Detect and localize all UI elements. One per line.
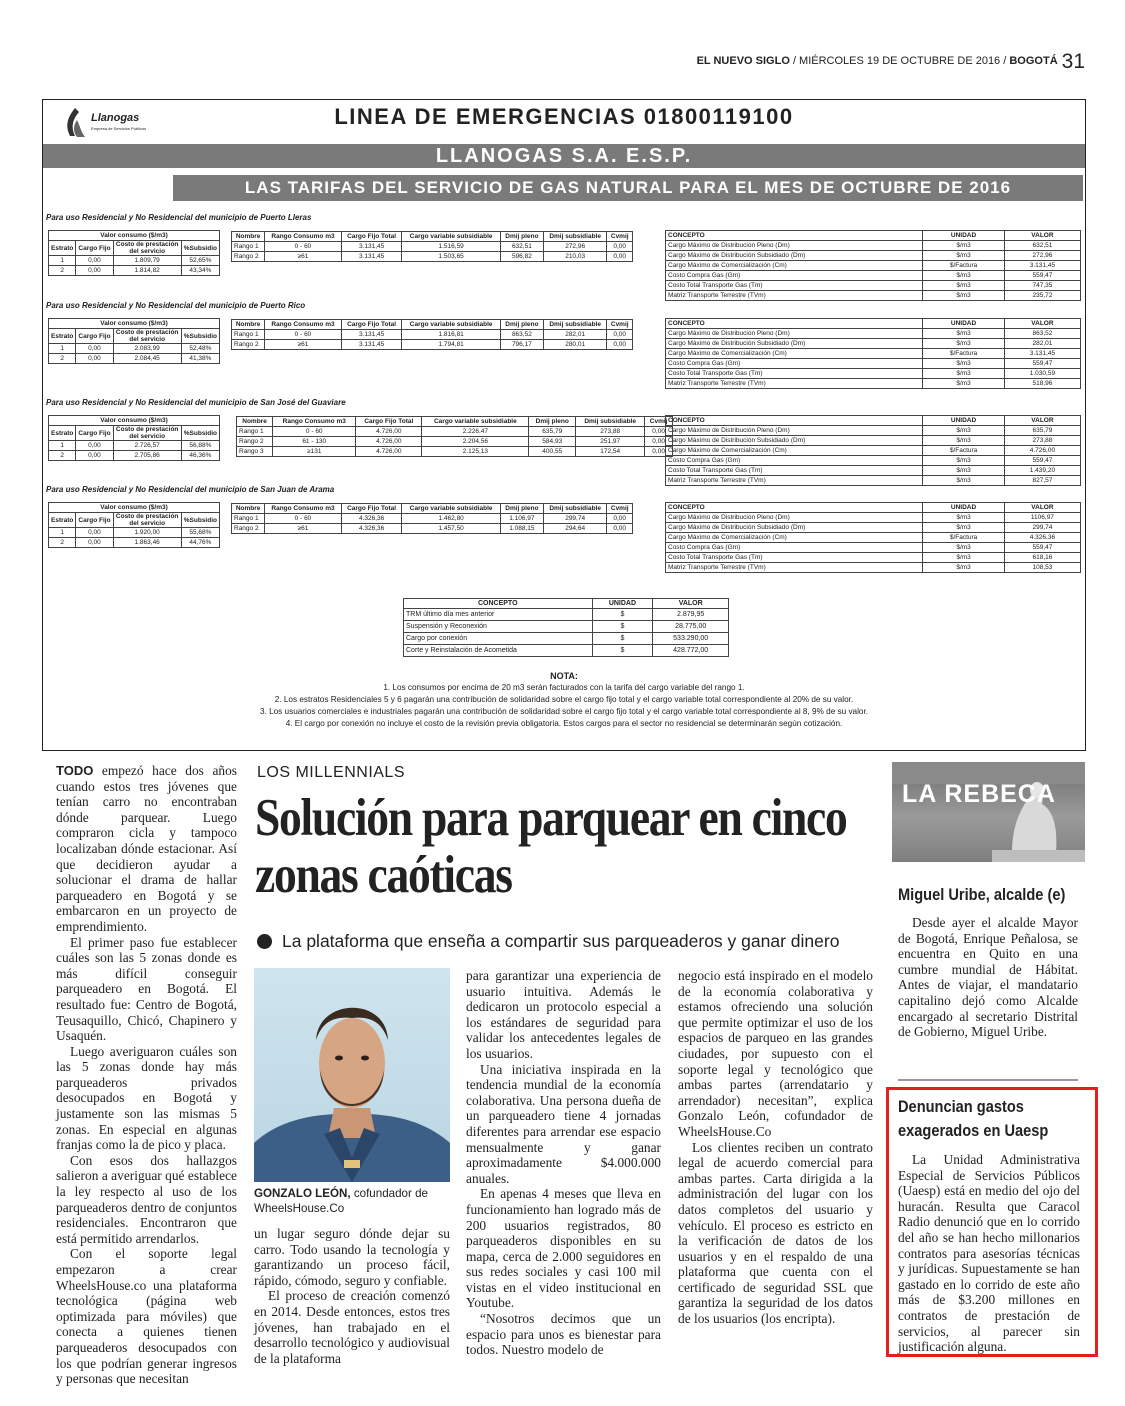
statue-icon — [892, 762, 1085, 862]
table-row: Matriz Transporte Terrestre (TVm) $/m3 827,57 — [666, 476, 1081, 486]
table-row: Rango 2 ≥61 3.131,45 1.503,65 596,82 210,03 0,00 — [232, 252, 633, 262]
paragraph: Con esos dos hallazgos salieron a averiguar qué establece la ley respecto al uso de los parqueaderos dentro de conjuntos residenciales. Encontraron que está permitido arrendarlos. — [56, 1152, 237, 1246]
la-rebeca-image — [892, 762, 1085, 862]
table-row: Rango 2 ≥61 4.326,36 1.457,50 1.088,15 294,64 0,00 — [232, 524, 633, 534]
table-row: Costo Compra Gas (Gm) $/m3 559,47 — [666, 271, 1081, 281]
table-row: 2 0,00 1.863,46 44,76% — [49, 538, 220, 548]
note-3: 3. Los usuarios comerciales e industriales pagarán una contribución de solidaridad sobre el cargo fijo total y el cargo variable total correspondiente al 8, 9% de su valor. — [259, 707, 869, 716]
table-row: Costo Total Transporte Gas (Tm) $/m3 1.439,20 — [666, 466, 1081, 476]
photo-caption: GONZALO LEÓN, cofundador de WheelsHouse.Co — [254, 1187, 428, 1215]
page-section: BOGOTÁ — [1009, 55, 1058, 67]
lead-word: TODO — [56, 763, 94, 778]
page-header — [690, 50, 1085, 72]
table-row: Cargo por conexión $ 533.290,00 — [404, 633, 729, 645]
table-row: Suspensión y Reconexión $ 28.775,00 — [404, 621, 729, 633]
consumption-table: Valor consumo ($/m3) Estrato Cargo Fijo Costo de prestación del servicio %Subsidio 1 0,00 1.920,00 55,68% 2 0,00 1.863,46 44,76% — [48, 502, 220, 548]
table-row: TRM último día mes anterior $ 2.879,95 — [404, 609, 729, 621]
table-row: Rango 2 ≥61 3.131,45 1.794,81 796,17 280,01 0,00 — [232, 340, 633, 350]
municipality-label: Para uso Residencial y No Residencial del municipio de San Juan de Arama — [46, 485, 335, 494]
paragraph: Luego averiguaron cuáles son las 5 zonas donde hay más parqueaderos privados desocupados en Bogotá y justamente son las mismas 5 zonas. En especial en algunas franjas como la de pico y placa. — [56, 1043, 237, 1153]
consumption-table: Valor consumo ($/m3) Estrato Cargo Fijo Costo de prestación del servicio %Subsidio 1 0,00 1.809,79 52,65% 2 0,00 1.814,82 43,34% — [48, 230, 220, 276]
llanogas-advertisement — [42, 99, 1086, 751]
range-table: Nombre Rango Consumo m3 Cargo Fijo Total Cargo variable subsidiable Dmij pleno Dmij subsidiable Cvmij Rango 1 0 - 60 4.726,00 2.226,47 635,79 273,88 0,00 Rango 2 61 - 130 4.726,00 2.204,56 584,93 251,97 0,00 Rango 3 ≥131 4.726,00 2.125,13 400,55 172,54 0,00 — [236, 416, 673, 457]
table-row: Costo Total Transporte Gas (Tm) $/m3 1.030,59 — [666, 369, 1081, 379]
paragraph: El proceso de creación comenzó en 2014. Desde entonces, estos tres jóvenes, han trabajado en el desarrollo tecnológico y audiovisual de la plataforma — [254, 1288, 450, 1366]
paragraph: El primer paso fue establecer cuáles son las 5 zonas donde es más difícil conseguir parqueadero en Bogotá. El resultado fue: Centro de Bogotá, Teusaquillo, Chicó, Chapinero y Usaquén. — [56, 934, 237, 1044]
note-2: 2. Los estratos Residenciales 5 y 6 pagarán una contribución de solidaridad sobre el cargo fijo total y el cargo variable total correspondiente al 20% de su valor. — [274, 695, 854, 704]
table-row: Costo Compra Gas (Gm) $/m3 559,47 — [666, 543, 1081, 553]
table-row: Costo Total Transporte Gas (Tm) $/m3 618,16 — [666, 553, 1081, 563]
table-row: Cargo Máximo de Distribución Pleno (Dm) $/m3 635,79 — [666, 426, 1081, 436]
section-label: LA REBECA — [902, 780, 1056, 808]
sidebar-item-1-text: Desde ayer el alcalde Mayor de Bogotá, Enrique Peñalosa, se encuentra en Quito en una cumbre mundial de Hábitat. Antes de viajar, el mandatario capitalino dejó como Alcalde encargado al secretario Distrital de Gobierno, Miguel Uribe. — [898, 915, 1078, 1040]
consumption-table: Valor consumo ($/m3) Estrato Cargo Fijo Costo de prestación del servicio %Subsidio 1 0,00 2.726,57 56,88% 2 0,00 2.705,86 46,36% — [48, 415, 220, 461]
range-table: Nombre Rango Consumo m3 Cargo Fijo Total Cargo variable subsidiable Dmij pleno Dmij subsidiable Cvmij Rango 1 0 - 60 3.131,45 1.816,81 863,52 282,01 0,00 Rango 2 ≥61 3.131,45 1.794,81 796,17 280,01 0,00 — [231, 319, 633, 350]
municipality-label: Para uso Residencial y No Residencial del municipio de San José del Guaviare — [46, 398, 346, 407]
notes-title: NOTA: — [550, 671, 578, 681]
table-row: Rango 1 0 - 60 4.726,00 2.226,47 635,79 273,88 0,00 — [237, 427, 673, 437]
range-table: Nombre Rango Consumo m3 Cargo Fijo Total Cargo variable subsidiable Dmij pleno Dmij subsidiable Cvmij Rango 1 0 - 60 4.326,36 1.462,80 1.106,97 299,74 0,00 Rango 2 ≥61 4.326,36 1.457,50 1.088,15 294,64 0,00 — [231, 503, 633, 534]
paragraph: Una iniciativa inspirada en la tendencia mundial de la economía colaborativa. Una persona dueña de un parqueadero tiene 4 jornadas diferentes para arrendar ese espacio mensualmente y ganar aproximadamente $4.000.000 anuales. — [466, 1061, 661, 1186]
paragraph: TODO empezó hace dos años cuando estos tres jóvenes que tenían carro no encontraban dónde parquear. Luego compraron cicla y tampoco localizaban dónde estacionar. Así que decidieron ayudar a solucionar el drama de hallar parqueadero en Bogotá y se embarcaron en un proyecto de emprendimiento. — [56, 763, 237, 934]
table-row: Rango 1 0 - 60 3.131,45 1.516,59 632,51 272,96 0,00 — [232, 242, 633, 252]
municipality-label: Para uso Residencial y No Residencial del municipio de Puerto Lleras — [46, 213, 312, 222]
sidebar-item-2-text: La Unidad Administrativa Especial de Servicios Públicos (Uaesp) está en medio del ojo del huracán. Resulta que Caracol Radio denunció que en lo corrido del año se han hecho millonarios contratos para asesorías técnicas y jurídicas. Supuestamente se han gastado en lo corrido de este año más de $3.200 millones en contratos de prestación de servicios, al parecer sin justificación alguna. — [898, 1152, 1080, 1355]
sidebar-item-2-title: Denuncian gastos exagerados en Uaesp — [898, 1097, 1049, 1140]
concept-table: CONCEPTO UNIDAD VALOR Cargo Máximo de Distribución Pleno (Dm) $/m3 863,52 Cargo Máximo de Distribución Subsidiado (Dm) $/m3 282,01 Cargo Máximo de Comercialización (Cm) $/Factura 3.131,45 Costo Compra Gas (Gm) $/m3 559,47 Costo Total Transporte Gas (Tm) $/m3 1.030,59 Matriz Transporte Terrestre (TVm) $/m3 518,96 — [665, 318, 1081, 389]
table-row: Cargo Máximo de Comercialización (Cm) $/Factura 3.131,45 — [666, 349, 1081, 359]
table-row: Cargo Máximo de Comercialización (Cm) $/Factura 3.131,45 — [666, 261, 1081, 271]
paragraph: “Nosotros decimos que un espacio para unos es bienestar para todos. Nuestro modelo de — [466, 1311, 661, 1358]
table-row: Costo Compra Gas (Gm) $/m3 559,47 — [666, 456, 1081, 466]
table-row: Cargo Máximo de Distribución Pleno (Dm) $/m3 632,51 — [666, 241, 1081, 251]
kicker: LOS MILLENNIALS — [257, 764, 405, 781]
table-row: Cargo Máximo de Distribución Pleno (Dm) $/m3 863,52 — [666, 329, 1081, 339]
table-row: Rango 3 ≥131 4.726,00 2.125,13 400,55 172,54 0,00 — [237, 447, 673, 457]
table-row: Costo Compra Gas (Gm) $/m3 559,47 — [666, 359, 1081, 369]
table-row: Cargo Máximo de Distribución Subsidiado (Dm) $/m3 299,74 — [666, 523, 1081, 533]
paragraph: Los clientes reciben un contrato legal de acuerdo comercial para ambas partes. Carta dirigida a la administración del lugar con los datos completos del usuario y vehículo. El proceso es estricto en la verificación de datos de los usuarios y en el respaldo de una plataforma que cuenta con el certificado de seguridad SSL que garantiza la seguridad de los datos de los usuarios (los encripta). — [678, 1139, 873, 1327]
paper-name: EL NUEVO SIGLO — [696, 55, 790, 67]
concept-table: CONCEPTO UNIDAD VALOR Cargo Máximo de Distribución Pleno (Dm) $/m3 635,79 Cargo Máximo de Distribución Subsidiado (Dm) $/m3 273,88 Cargo Máximo de Comercialización (Cm) $/Factura 4.726,00 Costo Compra Gas (Gm) $/m3 559,47 Costo Total Transporte Gas (Tm) $/m3 1.439,20 Matriz Transporte Terrestre (TVm) $/m3 827,57 — [665, 415, 1081, 486]
paragraph: Con el soporte legal empezaron a crear WheelsHouse.co una plataforma tecnológica (página web optimizada para móviles) que conecta a quienes tienen parqueaderos desocupados con los que podrían generar ingresos y personas que necesitan — [56, 1246, 237, 1387]
note-1: 1. Los consumos por encima de 20 m3 serán facturados con la tarifa del cargo variable del rango 1. — [383, 683, 745, 692]
table-row: Costo Total Transporte Gas (Tm) $/m3 747,35 — [666, 281, 1081, 291]
table-row: 1 0,00 1.920,00 55,68% — [49, 528, 220, 538]
table-row: Rango 1 0 - 60 4.326,36 1.462,80 1.106,97 299,74 0,00 — [232, 514, 633, 524]
bullet-icon — [257, 934, 272, 949]
consumption-table: Valor consumo ($/m3) Estrato Cargo Fijo Costo de prestación del servicio %Subsidio 1 0,00 2.083,99 52,48% 2 0,00 2.084,45 41,38% — [48, 318, 220, 364]
article-column-4 — [678, 968, 873, 1327]
table-row: Cargo Máximo de Comercialización (Cm) $/Factura 4.326,36 — [666, 533, 1081, 543]
table-row: 2 0,00 2.705,86 46,36% — [49, 451, 220, 461]
other-charges-table: CONCEPTO UNIDAD VALOR TRM último día mes anterior $ 2.879,95 Suspensión y Reconexión $ 28.775,00 Cargo por conexión $ 533.290,00 Corte y Reinstalación de Acometida $ 428.772,00 — [403, 598, 729, 657]
article-column-2 — [254, 1226, 450, 1366]
range-table: Nombre Rango Consumo m3 Cargo Fijo Total Cargo variable subsidiable Dmij pleno Dmij subsidiable Cvmij Rango 1 0 - 60 3.131,45 1.516,59 632,51 272,96 0,00 Rango 2 ≥61 3.131,45 1.503,65 596,82 210,03 0,00 — [231, 231, 633, 262]
table-row: 1 0,00 2.726,57 56,88% — [49, 441, 220, 451]
paragraph: un lugar seguro dónde dejar su carro. Todo usando la tecnología y garantizando un proceso fácil, rápido, cómodo, seguro y confiable. — [254, 1226, 450, 1288]
note-4: 4. El cargo por conexión no incluye el costo de la revisión previa obligatoria. Estos cargos para el sector no residencial se determinarán según cotización. — [285, 719, 843, 728]
table-row: Cargo Máximo de Distribución Subsidiado (Dm) $/m3 272,96 — [666, 251, 1081, 261]
table-row: Cargo Máximo de Distribución Pleno (Dm) $/m3 1106,97 — [666, 513, 1081, 523]
man-portrait-icon — [254, 968, 450, 1182]
portrait-photo — [254, 968, 450, 1182]
headline: Solución para parquear en cinco zonas caóticas — [255, 789, 847, 904]
table-row: Cargo Máximo de Distribución Subsidiado (Dm) $/m3 282,01 — [666, 339, 1081, 349]
article-column-1 — [56, 763, 237, 1387]
table-row: 2 0,00 1.814,82 43,34% — [49, 266, 220, 276]
article-column-3 — [466, 968, 661, 1358]
company-banner: LLANOGAS S.A. E.S.P. — [43, 144, 1085, 168]
table-row: Cargo Máximo de Comercialización (Cm) $/Factura 4.726,00 — [666, 446, 1081, 456]
page-date: / MIÉRCOLES 19 DE OCTUBRE DE 2016 / — [789, 55, 1010, 67]
table-row: 2 0,00 2.084,45 41,38% — [49, 354, 220, 364]
notes — [43, 670, 1085, 730]
table-row: Matriz Transporte Terrestre (TVm) $/m3 235,72 — [666, 291, 1081, 301]
divider — [898, 1079, 1078, 1081]
concept-table: CONCEPTO UNIDAD VALOR Cargo Máximo de Distribución Pleno (Dm) $/m3 1106,97 Cargo Máximo de Distribución Subsidiado (Dm) $/m3 299,74 Cargo Máximo de Comercialización (Cm) $/Factura 4.326,36 Costo Compra Gas (Gm) $/m3 559,47 Costo Total Transporte Gas (Tm) $/m3 618,16 Matriz Transporte Terrestre (TVm) $/m3 108,53 — [665, 502, 1081, 573]
caption-name: GONZALO LEÓN, — [254, 1187, 351, 1200]
table-row: Rango 1 0 - 60 3.131,45 1.816,81 863,52 282,01 0,00 — [232, 330, 633, 340]
page-number: 31 — [1061, 50, 1085, 73]
table-row: Corte y Reinstalación de Acometida $ 428.772,00 — [404, 645, 729, 657]
emergency-line: LINEA DE EMERGENCIAS 01800119100 — [334, 104, 794, 129]
table-row: 1 0,00 2.083,99 52,48% — [49, 344, 220, 354]
table-row: Matriz Transporte Terrestre (TVm) $/m3 518,96 — [666, 379, 1081, 389]
concept-table: CONCEPTO UNIDAD VALOR Cargo Máximo de Distribución Pleno (Dm) $/m3 632,51 Cargo Máximo de Distribución Subsidiado (Dm) $/m3 272,96 Cargo Máximo de Comercialización (Cm) $/Factura 3.131,45 Costo Compra Gas (Gm) $/m3 559,47 Costo Total Transporte Gas (Tm) $/m3 747,35 Matriz Transporte Terrestre (TVm) $/m3 235,72 — [665, 230, 1081, 301]
table-row: Rango 2 61 - 130 4.726,00 2.204,56 584,93 251,97 0,00 — [237, 437, 673, 447]
subheadline: La plataforma que enseña a compartir sus parqueaderos y ganar dinero — [257, 931, 839, 952]
paragraph: para garantizar una experiencia de usuario intuitiva. Además le dedicaron un protocolo especial a los estándares de seguridad para validar los antecedentes legales de los usuarios. — [466, 968, 661, 1061]
municipality-label: Para uso Residencial y No Residencial del municipio de Puerto Rico — [46, 301, 306, 310]
sidebar-item-1-title: Miguel Uribe, alcalde (e) — [898, 885, 1066, 904]
paragraph: negocio está inspirado en el modelo de la economía colaborativa y estamos ofreciendo una solución que permite optimizar el uso de los espacios de parqueo en las grandes ciudades, por supuesto con el soporte legal y tecnológico que ambas partes (arrendatario y arrendador) necesitan”, explica Gonzalo León, cofundador de WheelsHouse.Co — [678, 968, 873, 1139]
logo-text: Llanogas — [91, 112, 140, 124]
tariff-title: LAS TARIFAS DEL SERVICIO DE GAS NATURAL PARA EL MES DE OCTUBRE DE 2016 — [173, 175, 1083, 201]
paragraph: En apenas 4 meses que lleva en funcionamiento han logrado más de 200 usuarios registrados, 80 parqueaderos disponibles en su mapa, cerca de 2.000 seguidores en sus redes sociales y casi 100 mil vistas en el video institucional en Youtube. — [466, 1186, 661, 1311]
logo-tagline: Empresa de Servicios Públicos — [91, 126, 147, 131]
table-row: Cargo Máximo de Distribución Subsidiado (Dm) $/m3 273,88 — [666, 436, 1081, 446]
table-row: 1 0,00 1.809,79 52,65% — [49, 256, 220, 266]
table-row: Matriz Transporte Terrestre (TVm) $/m3 108,53 — [666, 563, 1081, 573]
